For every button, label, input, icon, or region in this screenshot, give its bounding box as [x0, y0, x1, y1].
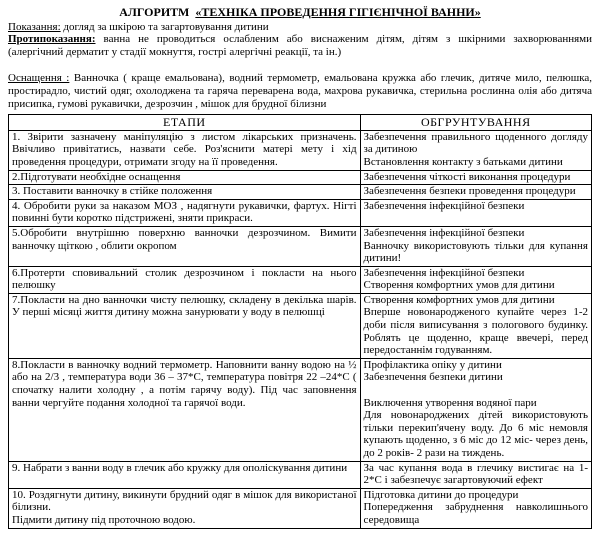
etap-cell — [9, 358, 361, 461]
contraindications-text: ванна не проводиться ослабленим або виснаженим дітям, дітям з шкірними захворюваннями (алергічний дерматит у стадії мокнуття, гострі алергічні реакції, та ін.) — [8, 33, 593, 58]
etap-cell — [9, 461, 361, 488]
cell-paragraph: Підготовка дитини до процедури — [363, 488, 519, 501]
obgr-cell — [360, 488, 591, 528]
cell-paragraph: Забезпечення інфекційної безпеки — [363, 226, 525, 239]
table-header-row — [9, 115, 592, 131]
cell-paragraph: Попередження забруднення навколишнього середовища — [363, 501, 588, 526]
table-row — [9, 199, 592, 226]
equipment-text: Ванночка ( краще емальована), водний термометр, емальована кружка або глечик, дитяче мило, пелюшка, простирадло, чистий одяг, охолоджена та гаряча переварена вода, махрова рукавичка, стерильна рослинна олія або дитяча присипка, гумові рукавички, дезрозчин , мішок для брудної білизни — [8, 72, 592, 110]
obgr-cell — [360, 461, 591, 488]
indications-text: догляд за шкірою та загартовування дитини — [63, 20, 269, 33]
cell-paragraph: Для новонароджених дітей використовують тільки перекип'ячену воду. До 6 міс немовля купають щоденно, з 6 міс до 12 міс- через день, до 2 років- 2 рази на тиждень. — [363, 409, 588, 459]
cell-paragraph: Забезпечення інфекційної безпеки — [363, 199, 525, 212]
cell-paragraph: 9. Набрати з ванни воду в глечик або кружку для ополіскування дитини — [12, 461, 348, 474]
etap-cell — [9, 199, 361, 226]
cell-paragraph: 8.Покласти в ванночку водний термометр. Наповнити ванну водою на ½ або на 2/3 , температура води 36 – 37*С, температура повітря 22 –24*С ( спочатку налити холодну , а потім гарячу воду). Під час заповнення ванни чергуйте подання холодної та гарячої води. — [12, 358, 357, 409]
cell-paragraph: Профілактика опіку у дитини — [363, 358, 502, 371]
equipment-line — [8, 72, 592, 110]
cell-paragraph: 10. Роздягнути дитину, викинути брудний одяг в мішок для використаної білизни. — [12, 488, 357, 514]
equipment-label: Оснащення : — [8, 72, 70, 85]
table-row — [9, 461, 592, 488]
cell-paragraph: Створення комфортних умов для дитини — [363, 279, 555, 292]
contraindications-label: Протипоказання: — [8, 33, 96, 46]
table-row — [9, 170, 592, 185]
obgr-cell — [360, 226, 591, 266]
cell-paragraph: 6.Протерти сповивальний столик дезрозчином і покласти на нього пелюшку — [12, 266, 357, 292]
cell-paragraph: Забезпечення інфекційної безпеки — [363, 266, 525, 279]
table-row — [9, 226, 592, 266]
cell-paragraph: Підмити дитину під проточною водою. — [12, 513, 196, 526]
document-title-quoted: «ТЕХНІКА ПРОВЕДЕННЯ ГІГІЄНІЧНОЇ ВАННИ» — [195, 5, 481, 19]
cell-paragraph: 7.Покласти на дно ванночки чисту пелюшку, складену в декілька шарів. У перші місяці життя дитину можна занурювати у воду в пелюшці — [12, 293, 357, 319]
document-title — [8, 6, 592, 19]
table-row — [9, 185, 592, 200]
obgr-cell — [360, 170, 591, 185]
etap-cell — [9, 130, 361, 170]
etap-cell — [9, 488, 361, 528]
cell-paragraph: Забезпечення безпеки дитини — [363, 371, 503, 384]
table-row — [9, 130, 592, 170]
cell-paragraph: За час купання вода в глечику вистигає на 1-2*С і забезпечує загартовуючий ефект — [363, 461, 588, 487]
cell-paragraph: Вперше новонародженого купайте через 1-2 доби після виписування з пологового будинку. Роблять це щоденно, краще ввечері, перед передостаннім годуванням. — [363, 306, 588, 357]
etap-cell — [9, 226, 361, 266]
etap-cell — [9, 293, 361, 358]
etap-cell — [9, 266, 361, 293]
cell-paragraph: Забезпечення безпеки проведення процедури — [363, 185, 576, 198]
cell-paragraph: 5.Обробити внутрішню поверхню ванночки дезрозчином. Вимити ванночку щіткою , облити окропом — [12, 226, 357, 252]
contraindications-line — [8, 33, 592, 58]
indications-label: Показання: — [8, 20, 61, 33]
cell-paragraph: 2.Підготувати необхідне оснащення — [12, 170, 181, 183]
cell-paragraph: 1. Звірити зазначену маніпуляцію з листом лікарських призначень. Ввічливо привітатись, назвати себе. Роз'яснити матері мету і хід проведення процедури, отримати згоду на її проведення. — [12, 130, 357, 168]
obgr-cell — [360, 130, 591, 170]
algorithm-table — [8, 114, 592, 528]
etap-cell — [9, 185, 361, 200]
obgr-cell — [360, 199, 591, 226]
etap-cell — [9, 170, 361, 185]
column-header-etapy: ЕТАПИ — [9, 115, 361, 131]
intro-section — [8, 21, 592, 111]
cell-paragraph: Створення комфортних умов для дитини — [363, 293, 555, 306]
cell-paragraph: Ванночку використовують тільки для купання дитини! — [363, 239, 588, 265]
table-row — [9, 293, 592, 358]
blank-line — [8, 58, 592, 72]
table-row — [9, 488, 592, 528]
cell-paragraph: 3. Поставити ванночку в стійке положення — [12, 185, 213, 198]
obgr-cell — [360, 266, 591, 293]
table-row — [9, 266, 592, 293]
table-row — [9, 358, 592, 461]
cell-paragraph: Забезпечення чіткості виконання процедури — [363, 170, 571, 183]
cell-paragraph: Виключення утворення водяної пари — [363, 396, 537, 409]
document-title-prefix: АЛГОРИТМ — [119, 5, 190, 19]
cell-paragraph: Забезпечення правильного щоденного догляду за дитиною — [363, 130, 588, 156]
obgr-cell — [360, 185, 591, 200]
cell-paragraph: Встановлення контакту з батьками дитини — [363, 155, 563, 168]
column-header-obgruntuvannia: ОБГРУНТУВАННЯ — [360, 115, 591, 131]
obgr-cell — [360, 293, 591, 358]
cell-paragraph — [364, 384, 588, 397]
obgr-cell — [360, 358, 591, 461]
indications-line — [8, 21, 592, 34]
cell-paragraph: 4. Обробити руки за наказом МОЗ , надягнути рукавички, фартух. Нігті повинні бути коротко підстрижені, зняти прикраси. — [12, 199, 357, 225]
